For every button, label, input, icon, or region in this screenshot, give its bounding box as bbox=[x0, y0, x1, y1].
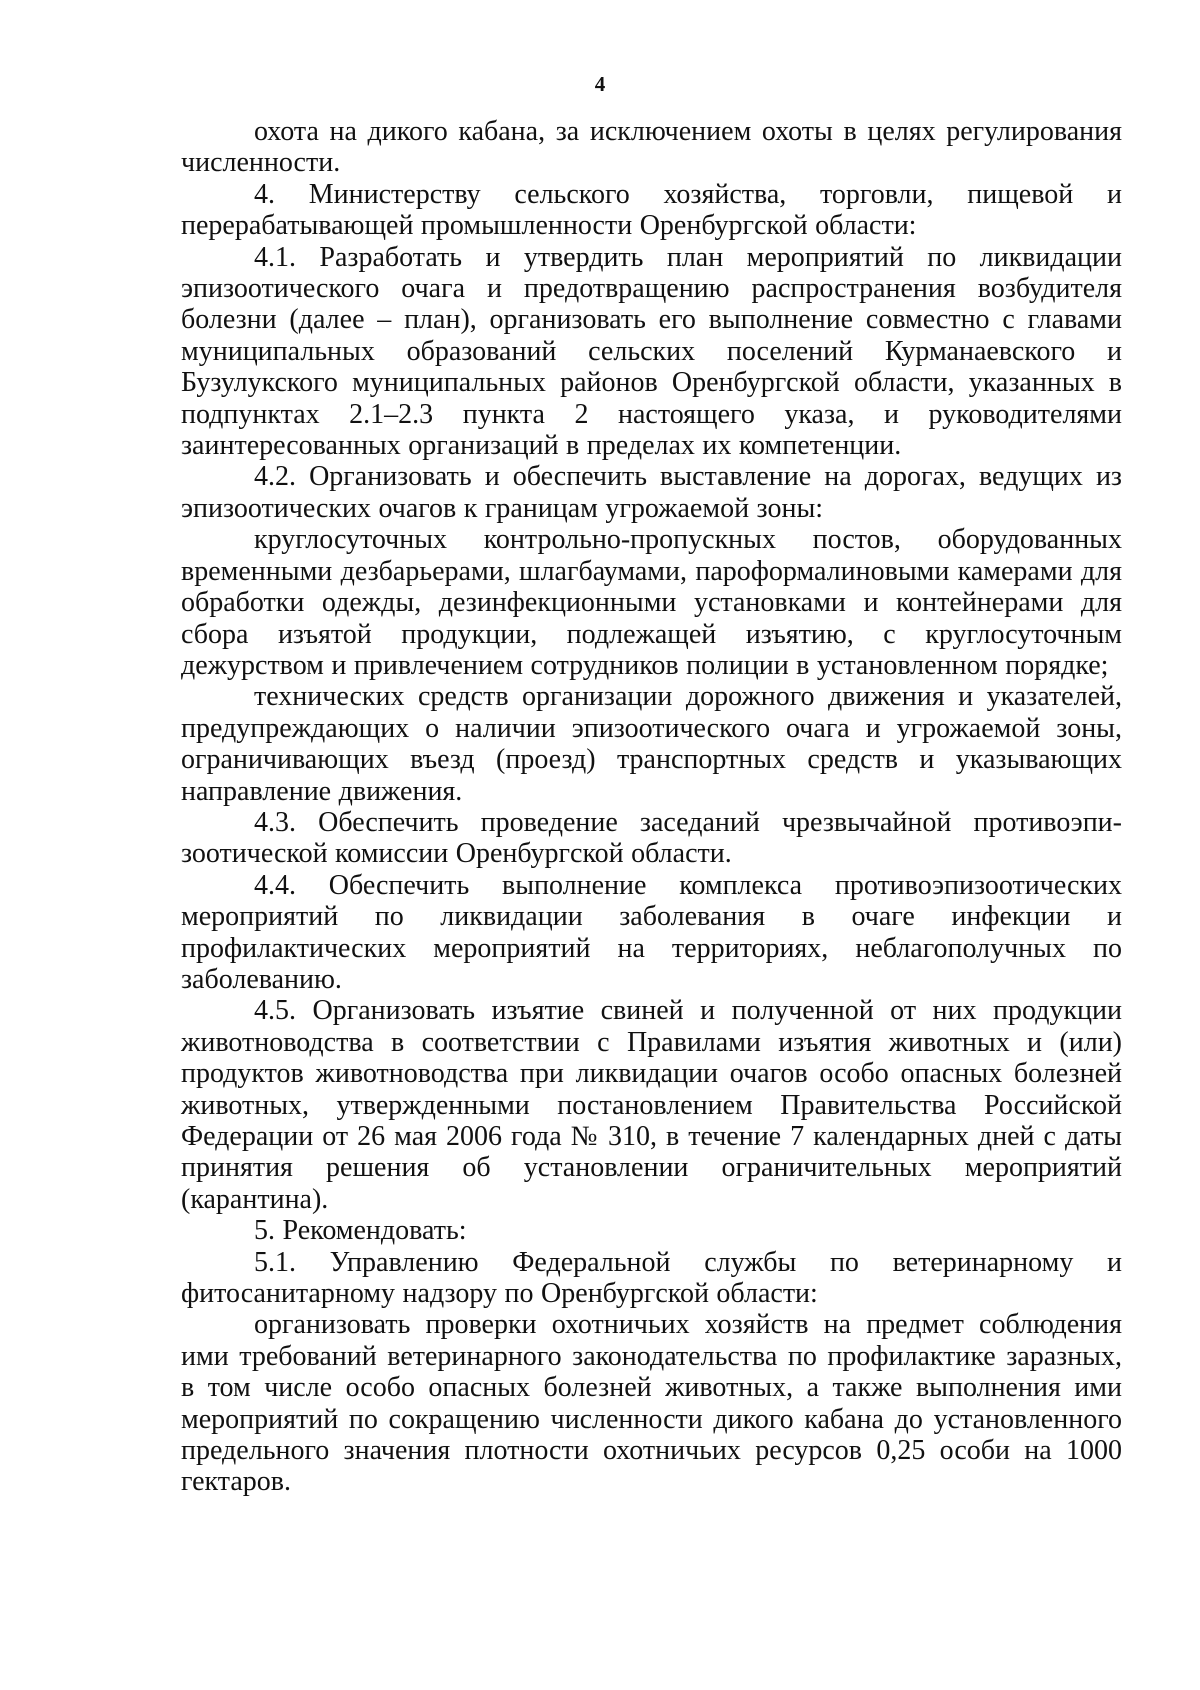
paragraph-1: охота на дикого кабана, за исключением охоты в целях регулирования численности. bbox=[181, 116, 1122, 179]
paragraph-9: 4.5. Организовать изъятие свиней и полученной от них продукции животноводства в соответствии с Правилами изъятия животных и (или) продуктов животноводства при ликвидации очагов особо опасных болезней животных, утвержденными постановлением Правительства Российской Федерации от 26 мая 2006 года № 310, в течение 7 календарных дней с даты принятия решения об установлении ограничительных мероприятий (карантина). bbox=[181, 995, 1122, 1215]
paragraph-3: 4.1. Разработать и утвердить план мероприятий по ликвидации эпизоотического очага и предотвращению распространения возбудителя болезни (далее – план), организовать его выполнение совместно с главами муниципальных образований сельских поселений Курманаевского и Бузулукского муниципальных районов Оренбургской области, указанных в подпунктах 2.1–2.3 пункта 2 настоящего указа, и руководителями заинтересованных организаций в пределах их компетенции. bbox=[181, 241, 1122, 462]
paragraph-5: круглосуточных контрольно-пропускных постов, оборудованных временными дезбарьерами, шлагбаумами, пароформалиновыми камерами для обработки одежды, дезинфекционными установками и контейнерами для сбора изъятой продукции, подлежащей изъятию, с круглосуточным дежурством и привлечением сотрудников полиции в установленном порядке; bbox=[181, 524, 1122, 681]
paragraph-11: 5.1. Управлению Федеральной службы по ветеринарному и фитосанитарному надзору по Оренбургской области: bbox=[181, 1246, 1122, 1310]
paragraph-6: технических средств организации дорожного движения и указателей, предупреждающих о наличии эпизоотического очага и угрожаемой зоны, ограничивающих въезд (проезд) транспортных средств и указывающих направление движения. bbox=[181, 681, 1122, 807]
paragraph-2: 4. Министерству сельского хозяйства, торговли, пищевой и перерабатывающей промышленности Оренбургской области: bbox=[181, 178, 1122, 242]
paragraph-8: 4.4. Обеспечить выполнение комплекса противоэпизоотических мероприятий по ликвидации заболевания в очаге инфекции и профилактических мероприятий на территориях, неблагополучных по заболеванию. bbox=[181, 869, 1122, 995]
paragraph-12: организовать проверки охотничьих хозяйств на предмет соблюдения ими требований ветеринарного законодательства по профилактике заразных, в том числе особо опасных болезней животных, а также выполнения ими мероприятий по сокращению численности дикого кабана до установленного предельного значения плотности охотничьих ресурсов 0,25 особи на 1000 гектаров. bbox=[181, 1309, 1122, 1498]
paragraph-7: 4.3. Обеспечить проведение заседаний чрезвычайной противоэпизоотической комиссии Оренбургской области. bbox=[181, 806, 1122, 870]
paragraph-4: 4.2. Организовать и обеспечить выставление на дорогах, ведущих из эпизоотических очагов к границам угрожаемой зоны: bbox=[181, 461, 1122, 524]
paragraph-10: 5. Рекомендовать: bbox=[254, 1215, 467, 1247]
document-body bbox=[181, 116, 1122, 1498]
page-number: 4 bbox=[594, 72, 606, 96]
